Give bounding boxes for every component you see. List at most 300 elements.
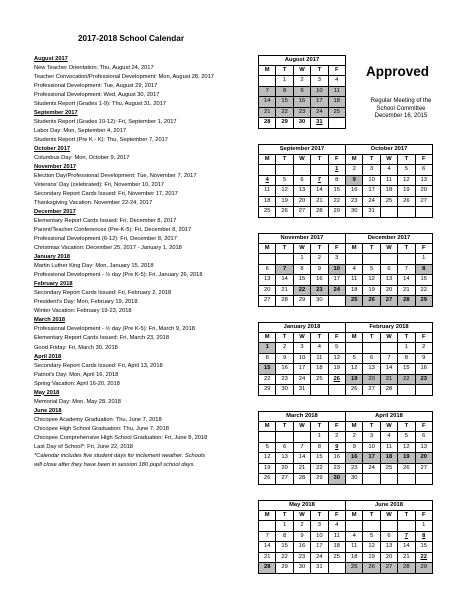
day-number: 23 — [298, 108, 306, 115]
day-number: 21 — [281, 286, 288, 293]
calendar-june-2018 — [345, 500, 433, 574]
day-number: 13 — [420, 443, 427, 450]
calendar-day — [293, 107, 310, 118]
event-item: President's Day: Mon, February 19, 2018 — [34, 299, 138, 306]
weekday-header: F — [415, 421, 432, 432]
weekday-header: M — [346, 510, 363, 521]
day-number: 6 — [387, 532, 391, 539]
calendar-day — [259, 118, 276, 129]
calendar-day — [293, 254, 310, 265]
calendar-day — [276, 343, 293, 354]
calendar-day — [415, 552, 432, 563]
calendar-day — [380, 531, 397, 542]
day-number: 19 — [368, 286, 375, 293]
calendar-day — [311, 474, 328, 485]
day-number: 22 — [281, 553, 288, 560]
day-number: 14 — [385, 365, 393, 372]
calendar-day — [363, 453, 380, 464]
day-number: 12 — [333, 354, 340, 361]
day-number: 16 — [333, 454, 340, 461]
calendar-day — [398, 186, 415, 197]
calendar-day — [363, 563, 380, 574]
day-number: 11 — [333, 532, 340, 539]
day-number: 10 — [333, 265, 340, 272]
approved-label: Approved — [366, 64, 430, 79]
calendar-day — [311, 552, 328, 563]
day-number: 29 — [420, 297, 427, 304]
calendar-day — [363, 343, 380, 354]
calendar-day — [398, 531, 415, 542]
calendar-day — [363, 442, 380, 453]
day-number: 5 — [369, 532, 374, 539]
calendar-day — [276, 76, 293, 87]
calendar-month-name: November 2017 — [259, 234, 346, 244]
calendar-day — [415, 374, 432, 385]
calendar-day — [328, 285, 345, 296]
day-number: 8 — [282, 87, 287, 94]
day-number: 10 — [316, 87, 323, 94]
day-number: 15 — [333, 187, 340, 194]
calendar-day — [328, 107, 345, 118]
weekday-header: T — [363, 332, 380, 343]
weekday-header: T — [311, 65, 328, 76]
meeting-note — [356, 98, 446, 121]
day-number: 2 — [352, 166, 356, 173]
calendar-day — [415, 285, 432, 296]
calendar-day — [293, 552, 310, 563]
day-number: 16 — [350, 454, 358, 461]
calendar-month-name: February 2018 — [346, 323, 433, 333]
calendar-day — [363, 463, 380, 474]
calendar-day — [328, 76, 345, 87]
event-item: Thanksgiving Vacation: November 22-24, 2017 — [34, 200, 153, 207]
day-number: 5 — [404, 433, 408, 440]
day-number: 15 — [403, 365, 410, 372]
calendar-day — [259, 196, 276, 207]
day-number: 20 — [298, 197, 306, 204]
day-number: 11 — [351, 276, 358, 283]
calendar-day — [259, 186, 276, 197]
weekday-header: W — [293, 65, 310, 76]
weekday-header: T — [311, 154, 328, 165]
weekday-header: W — [293, 421, 310, 432]
calendar-day — [346, 432, 363, 443]
day-number: 8 — [282, 532, 287, 539]
calendar-september-2017 — [258, 144, 346, 218]
calendar-day — [293, 442, 310, 453]
event-item: Professional Development - ½ day (Pre K-5): Fri, January 26, 2018 — [34, 272, 203, 279]
day-number: 15 — [420, 276, 427, 283]
day-number: 29 — [281, 564, 288, 571]
day-number: 24 — [368, 197, 375, 204]
weekday-header: W — [293, 243, 310, 254]
calendar-day — [311, 374, 328, 385]
day-number: 15 — [281, 98, 288, 105]
event-month-heading: October 2017 — [34, 146, 71, 153]
weekday-header: F — [328, 332, 345, 343]
calendar-day — [398, 207, 415, 218]
calendar-month-name: January 2018 — [259, 323, 346, 333]
calendar-day — [415, 385, 432, 396]
calendar-day — [346, 207, 363, 218]
day-number: 31 — [368, 208, 375, 215]
calendar-day — [415, 275, 432, 286]
day-number: 26 — [403, 464, 410, 471]
calendar-day — [276, 385, 293, 396]
calendar-day — [328, 343, 345, 354]
calendar-day — [380, 432, 397, 443]
event-item: Professional Development (6-12): Fri, December 8, 2017 — [34, 236, 177, 243]
day-number: 17 — [368, 187, 375, 194]
calendar-day — [276, 374, 293, 385]
day-number: 4 — [387, 433, 391, 440]
calendar-day — [415, 186, 432, 197]
calendar-day — [311, 165, 328, 176]
calendar-day — [259, 385, 276, 396]
calendar-day — [415, 207, 432, 218]
calendar-day — [311, 118, 328, 129]
calendar-day — [328, 196, 345, 207]
day-number: 12 — [281, 187, 288, 194]
calendar-day — [380, 474, 397, 485]
day-number: 19 — [333, 365, 340, 372]
weekday-header: W — [293, 154, 310, 165]
event-item: Last Day of School*: Fri, June 22, 2018 — [34, 443, 133, 450]
day-number: 7 — [300, 443, 304, 450]
event-month-heading: December 2017 — [34, 209, 76, 216]
calendar-day — [398, 343, 415, 354]
calendar-day — [415, 254, 432, 265]
calendar-day — [311, 453, 328, 464]
day-number: 29 — [263, 386, 271, 393]
day-number: 13 — [368, 365, 375, 372]
calendar-day — [328, 275, 345, 286]
day-number: 29 — [316, 475, 323, 482]
calendar-day — [276, 275, 293, 286]
calendar-day — [363, 531, 380, 542]
calendar-day — [328, 542, 345, 553]
calendar-day — [293, 207, 310, 218]
day-number: 26 — [403, 197, 410, 204]
calendar-day — [311, 521, 328, 532]
weekday-header: M — [259, 332, 276, 343]
calendar-day — [415, 264, 432, 275]
calendar-day — [346, 364, 363, 375]
day-number: 11 — [316, 354, 323, 361]
calendar-day — [276, 196, 293, 207]
calendar-day — [276, 432, 293, 443]
day-number: 23 — [420, 375, 427, 382]
calendar-day — [259, 563, 276, 574]
day-number: 9 — [352, 443, 356, 450]
day-number: 31 — [298, 386, 306, 393]
weekday-header: T — [311, 243, 328, 254]
calendar-day — [380, 442, 397, 453]
calendar-day — [276, 531, 293, 542]
calendar-day — [380, 563, 397, 574]
day-number: 28 — [263, 119, 271, 126]
day-number: 26 — [281, 208, 288, 215]
calendar-day — [328, 97, 345, 108]
calendar-day — [259, 531, 276, 542]
day-number: 30 — [316, 297, 323, 304]
day-number: 16 — [420, 365, 427, 372]
weekday-header: M — [259, 243, 276, 254]
calendar-day — [380, 521, 397, 532]
calendar-day — [363, 296, 380, 307]
day-number: 20 — [420, 454, 427, 461]
day-number: 26 — [333, 375, 340, 382]
weekday-header: M — [346, 332, 363, 343]
day-number: 16 — [298, 543, 306, 550]
event-month-heading: April 2018 — [34, 353, 62, 360]
calendar-day — [415, 432, 432, 443]
calendar-day — [293, 531, 310, 542]
calendar-day — [259, 343, 276, 354]
day-number: 1 — [422, 522, 426, 529]
calendar-august-2017 — [258, 55, 346, 129]
day-number: 17 — [316, 543, 323, 550]
calendar-day — [346, 552, 363, 563]
calendar-day — [398, 254, 415, 265]
calendar-day — [276, 453, 293, 464]
calendar-day — [311, 86, 328, 97]
day-number: 15 — [298, 276, 306, 283]
calendar-day — [398, 196, 415, 207]
day-number: 11 — [264, 187, 271, 194]
calendar-day — [293, 374, 310, 385]
day-number: 3 — [369, 433, 374, 440]
day-number: 11 — [333, 87, 340, 94]
calendar-day — [346, 264, 363, 275]
calendar-day — [276, 107, 293, 118]
day-number: 25 — [263, 208, 271, 215]
day-number: 10 — [368, 176, 375, 183]
calendar-day — [328, 453, 345, 464]
calendar-day — [311, 343, 328, 354]
calendar-day — [346, 186, 363, 197]
calendar-day — [415, 453, 432, 464]
calendar-day — [259, 353, 276, 364]
calendar-day — [276, 285, 293, 296]
calendar-day — [363, 521, 380, 532]
calendar-day — [380, 264, 397, 275]
day-number: 29 — [298, 297, 306, 304]
calendar-day — [259, 453, 276, 464]
event-month-heading: March 2018 — [34, 317, 65, 324]
day-number: 17 — [368, 454, 375, 461]
day-number: 19 — [350, 375, 358, 382]
weekday-header: T — [276, 510, 293, 521]
meeting-line-1: Regular Meeting of the — [370, 98, 432, 104]
day-number: 3 — [300, 344, 304, 351]
calendar-day — [311, 207, 328, 218]
calendar-day — [259, 296, 276, 307]
calendar-day — [276, 165, 293, 176]
calendar-month-name: October 2017 — [346, 145, 433, 155]
event-item: Patriot's Day: Mon, April 16, 2018 — [34, 371, 119, 378]
calendar-day — [328, 86, 345, 97]
calendar-day — [363, 353, 380, 364]
day-number: 30 — [350, 475, 358, 482]
meeting-line-3: December 16, 2015 — [374, 113, 428, 120]
weekday-header: M — [259, 421, 276, 432]
day-number: 22 — [281, 108, 288, 115]
calendar-day — [259, 442, 276, 453]
calendar-day — [259, 275, 276, 286]
day-number: 12 — [403, 176, 410, 183]
event-month-heading: September 2017 — [34, 110, 78, 117]
day-number: 30 — [333, 475, 340, 482]
weekday-header: T — [363, 154, 380, 165]
day-number: 29 — [333, 208, 340, 215]
calendar-day — [363, 285, 380, 296]
day-number: 20 — [420, 187, 427, 194]
day-number: 23 — [316, 286, 323, 293]
calendar-day — [259, 432, 276, 443]
day-number: 1 — [317, 433, 321, 440]
day-number: 9 — [335, 443, 339, 450]
day-number: 22 — [420, 286, 427, 293]
day-number: 13 — [385, 543, 393, 550]
day-number: 11 — [351, 543, 358, 550]
day-number: 7 — [317, 176, 321, 183]
day-number: 5 — [404, 166, 408, 173]
calendar-day — [380, 364, 397, 375]
weekday-header: M — [259, 510, 276, 521]
calendar-day — [259, 165, 276, 176]
calendar-month-name: April 2018 — [346, 412, 433, 422]
day-number: 18 — [350, 553, 358, 560]
calendar-day — [311, 563, 328, 574]
calendar-day — [293, 364, 310, 375]
event-item: Students Report (Grades 1-9): Thu, August 31, 2017 — [34, 101, 167, 108]
calendar-day — [415, 196, 432, 207]
event-item: Students Report (Pre K - K): Thu, September 7, 2017 — [34, 137, 168, 144]
calendar-day — [293, 186, 310, 197]
calendar-day — [259, 76, 276, 87]
day-number: 26 — [350, 386, 358, 393]
calendar-day — [259, 474, 276, 485]
day-number: 14 — [281, 276, 288, 283]
day-number: 19 — [281, 197, 288, 204]
calendar-day — [380, 343, 397, 354]
calendar-day — [293, 285, 310, 296]
calendar-day — [346, 285, 363, 296]
day-number: 4 — [387, 166, 391, 173]
day-number: 8 — [422, 532, 426, 539]
event-item: Students Report (Grades 10-12): Fri, September 1, 2017 — [34, 119, 177, 126]
calendar-day — [276, 296, 293, 307]
calendar-day — [311, 353, 328, 364]
day-number: 9 — [300, 87, 304, 94]
calendar-day — [363, 364, 380, 375]
calendar-day — [276, 118, 293, 129]
day-number: 4 — [335, 77, 339, 84]
day-number: 6 — [300, 176, 304, 183]
day-number: 21 — [263, 108, 271, 115]
day-number: 5 — [352, 354, 356, 361]
calendar-day — [293, 521, 310, 532]
calendar-may-2018 — [258, 500, 346, 574]
calendar-day — [398, 353, 415, 364]
calendar-april-2018 — [345, 411, 433, 485]
calendar-day — [380, 165, 397, 176]
calendar-day — [380, 186, 397, 197]
day-number: 27 — [368, 386, 375, 393]
calendar-day — [346, 296, 363, 307]
calendar-day — [328, 432, 345, 443]
calendar-day — [363, 264, 380, 275]
weekday-header: F — [328, 510, 345, 521]
day-number: 12 — [368, 276, 375, 283]
page-title: 2017-2018 School Calendar — [78, 34, 185, 43]
calendar-day — [346, 275, 363, 286]
event-item: Secondary Report Cards Issued: Fri, February 2, 2018 — [34, 290, 172, 297]
calendar-day — [363, 175, 380, 186]
calendar-month-name: March 2018 — [259, 412, 346, 422]
day-number: 20 — [368, 375, 375, 382]
calendar-day — [415, 463, 432, 474]
event-item: Columbus Day: Mon, October 9, 2017 — [34, 155, 130, 162]
day-number: 7 — [404, 532, 408, 539]
weekday-header: T — [363, 243, 380, 254]
weekday-header: T — [398, 332, 415, 343]
day-number: 20 — [263, 286, 271, 293]
day-number: 1 — [282, 77, 287, 84]
day-number: 16 — [350, 187, 358, 194]
calendar-day — [293, 118, 310, 129]
day-number: 19 — [263, 464, 271, 471]
calendar-day — [380, 552, 397, 563]
calendar-day — [311, 463, 328, 474]
day-number: 15 — [420, 543, 427, 550]
day-number: 7 — [265, 87, 269, 94]
day-number: 15 — [316, 454, 323, 461]
calendar-day — [311, 432, 328, 443]
calendar-day — [293, 296, 310, 307]
event-item: Good Friday: Fri, March 30, 2018 — [34, 344, 118, 351]
weekday-header: T — [276, 421, 293, 432]
day-number: 12 — [350, 365, 358, 372]
calendar-day — [346, 542, 363, 553]
calendar-day — [328, 442, 345, 453]
calendar-day — [328, 521, 345, 532]
event-item: Parent/Teacher Conferences (Pre-K-5): Fri, December 8, 2017 — [34, 227, 192, 234]
calendar-day — [276, 364, 293, 375]
weekday-header: W — [380, 510, 397, 521]
day-number: 9 — [282, 354, 287, 361]
day-number: 3 — [335, 255, 339, 262]
day-number: 22 — [403, 375, 410, 382]
calendar-day — [293, 385, 310, 396]
weekday-header: F — [328, 243, 345, 254]
calendar-day — [380, 453, 397, 464]
event-item: Professional Development - ½ day (Pre K-5): Fri, March 9, 2018 — [34, 326, 195, 333]
calendar-day — [293, 432, 310, 443]
calendar-day — [311, 442, 328, 453]
day-number: 5 — [369, 265, 374, 272]
day-number: 12 — [368, 543, 375, 550]
calendar-day — [363, 186, 380, 197]
calendar-day — [398, 453, 415, 464]
calendar-day — [363, 474, 380, 485]
calendar-day — [415, 296, 432, 307]
weekday-header: F — [415, 154, 432, 165]
event-item: Chicopee High School Graduation: Thu, June 7, 2018 — [34, 425, 169, 432]
day-number: 8 — [422, 265, 426, 272]
day-number: 9 — [422, 354, 426, 361]
